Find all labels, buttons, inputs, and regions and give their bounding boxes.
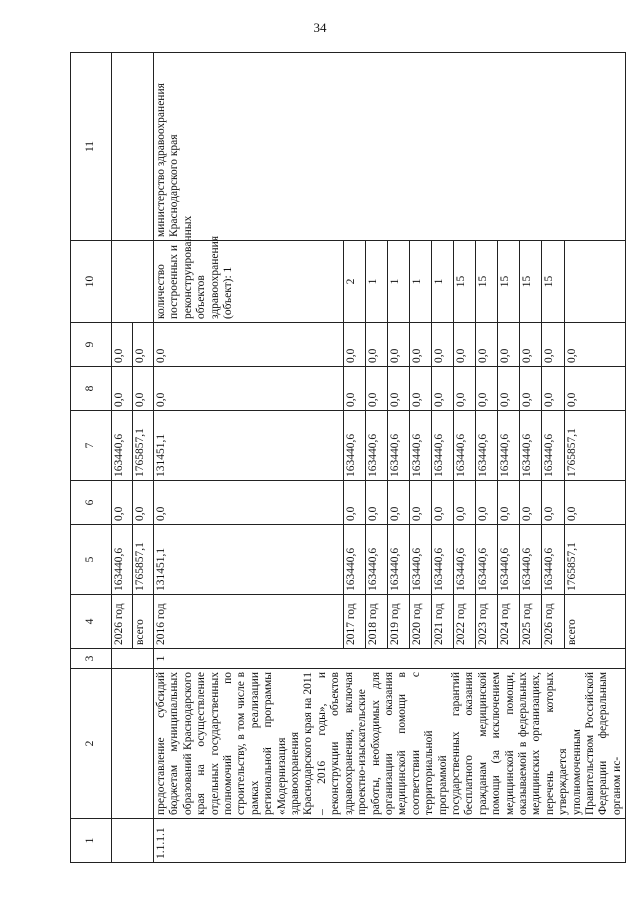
total-cell: 163440,6 <box>454 525 476 595</box>
year-cell: 2019 год <box>387 595 409 649</box>
year-cell: 2018 год <box>365 595 387 649</box>
local-cell: 0,0 <box>112 367 133 411</box>
col-header-2: 2 <box>71 669 112 819</box>
col-header-8: 8 <box>71 367 112 411</box>
total-cell: 163440,6 <box>476 525 498 595</box>
col-header-7: 7 <box>71 411 112 481</box>
col-header-9: 9 <box>71 323 112 367</box>
extrabudget-cell: 0,0 <box>409 323 431 367</box>
item-col3-cell: 1 <box>154 649 626 669</box>
indicator-value-cell: 2 <box>343 241 365 323</box>
federal-cell: 0,0 <box>476 481 498 525</box>
local-cell: 0,0 <box>409 367 431 411</box>
extrabudget-cell: 0,0 <box>542 323 564 367</box>
year-cell: всего <box>133 595 154 649</box>
federal-cell: 0,0 <box>409 481 431 525</box>
extrabudget-cell: 0,0 <box>431 323 453 367</box>
indicator-value-cell: 15 <box>498 241 520 323</box>
local-cell: 0,0 <box>454 367 476 411</box>
regional-cell: 163440,6 <box>409 411 431 481</box>
indicator-value-cell: 15 <box>542 241 564 323</box>
local-cell: 0,0 <box>343 367 365 411</box>
federal-cell: 0,0 <box>387 481 409 525</box>
col-header-4: 4 <box>71 595 112 649</box>
year-cell: 2024 год <box>498 595 520 649</box>
extrabudget-cell: 0,0 <box>154 323 344 367</box>
total-cell: 163440,6 <box>498 525 520 595</box>
col-header-11: 11 <box>71 53 112 241</box>
indicator-value-cell: 1 <box>409 241 431 323</box>
federal-cell: 0,0 <box>498 481 520 525</box>
regional-cell: 163440,6 <box>520 411 542 481</box>
year-cell: 2021 год <box>431 595 453 649</box>
rotated-table-container <box>70 53 623 863</box>
table-row <box>112 53 133 863</box>
page-number: 34 <box>313 20 327 35</box>
year-cell: 2017 год <box>343 595 365 649</box>
total-cell: 1765857,1 <box>564 525 626 595</box>
year-cell: 2025 год <box>520 595 542 649</box>
federal-cell: 0,0 <box>431 481 453 525</box>
col-header-6: 6 <box>71 481 112 525</box>
year-cell: 2026 год <box>112 595 133 649</box>
year-cell: 2026 год <box>542 595 564 649</box>
prev-result-cell <box>112 241 154 323</box>
total-cell: 163440,6 <box>431 525 453 595</box>
extrabudget-cell: 0,0 <box>387 323 409 367</box>
indicator-value-cell: 15 <box>454 241 476 323</box>
col-header-10: 10 <box>71 241 112 323</box>
regional-cell: 163440,6 <box>542 411 564 481</box>
item-description-cell: предоставление субсидий бюджетам муниципальных образований Краснодарского края на осуществление отдельных государственных полномочий по строительству, в том числе в рамках реализации региональной программы «Модернизация здравоохранения Краснодарского края на 2011 – 2016 годы», и реконструкции объектов здравоохранения, включая проектно-изыскательские работы, необходимых для организации оказания медицинской помощи в соответствии с территориальной программой государственных гарантий бесплатного оказания гражданам медицинской помощи (за исключением медицинской помощи, оказываемой в федеральных медицинских организациях, перечень которых утверждается уполномоченным Правительством Российской Федерации федеральным органом ис- <box>154 669 626 819</box>
indicator-value-cell: 15 <box>476 241 498 323</box>
total-cell: 1765857,1 <box>133 525 154 595</box>
col-header-5: 5 <box>71 525 112 595</box>
local-cell: 0,0 <box>542 367 564 411</box>
total-cell: 163440,6 <box>409 525 431 595</box>
year-cell: всего <box>564 595 626 649</box>
indicator-cell: количество построенных и реконструированных объектов здравоохранения (объект): 1 <box>154 241 344 323</box>
total-cell: 163440,6 <box>387 525 409 595</box>
local-cell: 0,0 <box>498 367 520 411</box>
regional-cell: 1765857,1 <box>133 411 154 481</box>
col-header-1: 1 <box>71 819 112 863</box>
federal-cell: 0,0 <box>454 481 476 525</box>
federal-cell: 0,0 <box>542 481 564 525</box>
regional-cell: 163440,6 <box>343 411 365 481</box>
federal-cell: 0,0 <box>112 481 133 525</box>
extrabudget-cell: 0,0 <box>476 323 498 367</box>
year-cell: 2022 год <box>454 595 476 649</box>
federal-cell: 0,0 <box>520 481 542 525</box>
item-number-cell: 1.1.1.1 <box>154 819 626 863</box>
federal-cell: 0,0 <box>154 481 344 525</box>
local-cell: 0,0 <box>520 367 542 411</box>
prev-executor-cell <box>112 53 154 241</box>
prev-item-cell-2 <box>112 669 154 819</box>
local-cell: 0,0 <box>365 367 387 411</box>
extrabudget-cell: 0,0 <box>365 323 387 367</box>
total-cell: 163440,6 <box>365 525 387 595</box>
local-cell: 0,0 <box>387 367 409 411</box>
local-cell: 0,0 <box>564 367 626 411</box>
regional-cell: 163440,6 <box>112 411 133 481</box>
prev-item-cell-1 <box>112 819 154 863</box>
extrabudget-cell: 0,0 <box>564 323 626 367</box>
extrabudget-cell: 0,0 <box>520 323 542 367</box>
year-cell: 2016 год <box>154 595 344 649</box>
executor-cell: министерство здравоохранения Краснодарского края <box>154 53 626 241</box>
col-header-3: 3 <box>71 649 112 669</box>
indicator-value-cell: 1 <box>431 241 453 323</box>
local-cell: 0,0 <box>154 367 344 411</box>
extrabudget-cell: 0,0 <box>343 323 365 367</box>
local-cell: 0,0 <box>476 367 498 411</box>
total-cell: 163440,6 <box>112 525 133 595</box>
year-cell: 2020 год <box>409 595 431 649</box>
total-cell: 163440,6 <box>542 525 564 595</box>
total-cell: 131451,1 <box>154 525 344 595</box>
prev-item-cell-3 <box>112 649 154 669</box>
federal-cell: 0,0 <box>133 481 154 525</box>
regional-cell: 163440,6 <box>454 411 476 481</box>
indicator-value-cell: 1 <box>387 241 409 323</box>
indicator-value-cell <box>564 241 626 323</box>
federal-cell: 0,0 <box>365 481 387 525</box>
local-cell: 0,0 <box>431 367 453 411</box>
local-cell: 0,0 <box>133 367 154 411</box>
extrabudget-cell: 0,0 <box>133 323 154 367</box>
column-number-header-row <box>71 53 112 863</box>
indicator-value-cell: 1 <box>365 241 387 323</box>
total-cell: 163440,6 <box>343 525 365 595</box>
federal-cell: 0,0 <box>564 481 626 525</box>
regional-cell: 163440,6 <box>431 411 453 481</box>
regional-cell: 163440,6 <box>498 411 520 481</box>
extrabudget-cell: 0,0 <box>112 323 133 367</box>
regional-cell: 1765857,1 <box>564 411 626 481</box>
regional-cell: 131451,1 <box>154 411 344 481</box>
indicator-value-cell: 15 <box>520 241 542 323</box>
year-cell: 2023 год <box>476 595 498 649</box>
rotated-page-content <box>70 53 623 863</box>
federal-cell: 0,0 <box>343 481 365 525</box>
total-cell: 163440,6 <box>520 525 542 595</box>
regional-cell: 163440,6 <box>365 411 387 481</box>
regional-cell: 163440,6 <box>476 411 498 481</box>
regional-cell: 163440,6 <box>387 411 409 481</box>
extrabudget-cell: 0,0 <box>454 323 476 367</box>
table-row <box>154 53 344 863</box>
extrabudget-cell: 0,0 <box>498 323 520 367</box>
financing-table <box>70 52 626 863</box>
